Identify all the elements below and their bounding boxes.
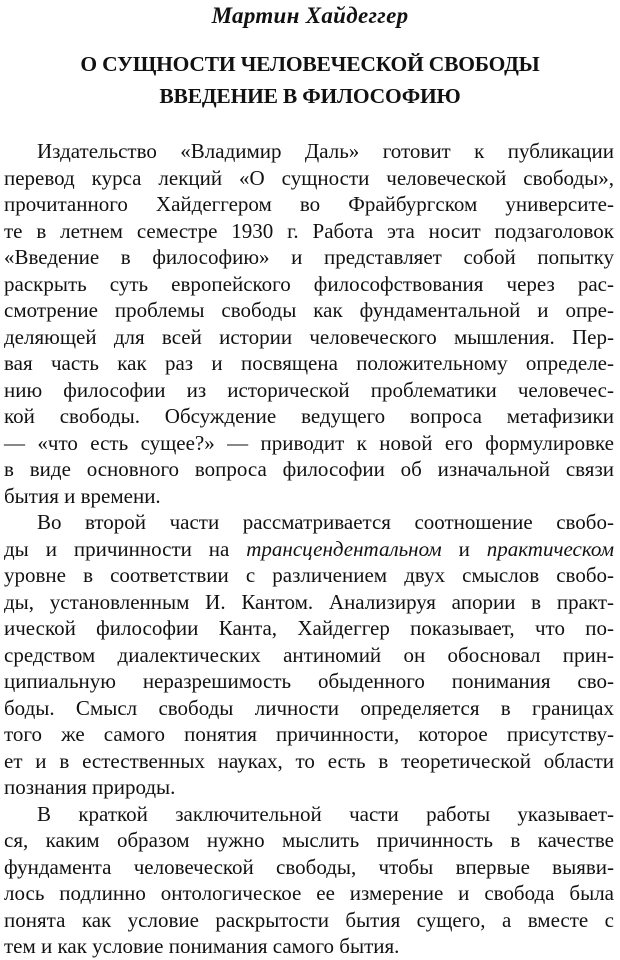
text-line: «Введение в философию» и представляет собой попытку: [4, 245, 614, 269]
text-line: ды, установленным И. Кантом. Анализируя апории в практ-: [4, 589, 614, 614]
text-line: нию философии из исторической проблематики человечес-: [4, 377, 614, 402]
text-line: боды. Смысл свободы личности определяется в границах: [4, 695, 614, 720]
author-name: Мартин Хайдеггер: [211, 3, 409, 28]
text-line: познания природы.: [4, 775, 176, 799]
text-line: В краткой заключительной части работы указывает-: [37, 801, 614, 826]
emphasis-transcendental: трансцендентальном: [246, 536, 442, 561]
body-text: [4, 138, 614, 960]
text-line: фундамента человеческой свободы, чтобы впервые выяви-: [4, 854, 614, 879]
title-line: ВВЕДЕНИЕ В ФИЛОСОФИЮ: [159, 84, 461, 108]
book-title: [20, 48, 600, 112]
text-line: тем и как условие понимания самого бытия.: [4, 934, 400, 958]
text-line: ет и в естественных науках, то есть в теоретической области: [4, 748, 614, 773]
text-line: лось подлинно онтологическое ее измерение и свобода была: [4, 881, 614, 905]
text-line: — «что есть сущее?» — приводит к новой его формулировке: [4, 430, 614, 455]
text-line: в виде основного вопроса философии об изначальной связи: [4, 457, 614, 481]
text-line: ической философии Канта, Хайдеггер показывает, что по-: [4, 616, 614, 640]
text-line: того же самого понятия причинности, которое присутству-: [4, 722, 614, 746]
text-line: деляющей для всей истории человеческого мышления. Пер-: [4, 324, 614, 349]
text-line: те в летнем семестре 1930 г. Работа эта носит подзаголовок: [4, 218, 614, 243]
text-line: понята как условие раскрытости бытия сущего, а вместе с: [4, 907, 614, 932]
text-line: перевод курса лекций «О сущности человеческой свободы»,: [4, 165, 614, 190]
text-line: средством диалектических антиномий он обосновал прин-: [4, 642, 614, 667]
text-line: бытия и времени.: [4, 483, 161, 508]
text-line: ципиальную неразрешимость обыденного понимания сво-: [4, 669, 614, 693]
text-line: Издательство «Владимир Даль» готовит к публикации: [37, 139, 614, 163]
text-line: уровне в соответствии с различением двух смыслов свобо-: [4, 563, 614, 587]
text-line: Во второй части рассматривается соотношение свобо-: [37, 510, 614, 534]
text-line: вая часть как раз и посвящена положительному определе-: [4, 351, 614, 375]
emphasis-practical: практическом: [486, 536, 614, 561]
text-line: прочитанного Хайдеггером во Фрайбургском университе-: [4, 192, 614, 216]
text-line: смотрение проблемы свободы как фундаментальной и опре-: [4, 298, 614, 322]
text-span: ды и причинности на: [4, 536, 247, 561]
text-span: и: [441, 536, 487, 561]
text-line: раскрыть суть европейского философствования через рас-: [4, 271, 614, 296]
text-line: ся, каким образом нужно мыслить причинность в качестве: [4, 828, 614, 852]
title-line: О СУЩНОСТИ ЧЕЛОВЕЧЕСКОЙ СВОБОДЫ: [80, 52, 540, 76]
text-line: кой свободы. Обсуждение ведущего вопроса метафизики: [4, 404, 614, 428]
text-line-mixed: [4, 536, 614, 563]
